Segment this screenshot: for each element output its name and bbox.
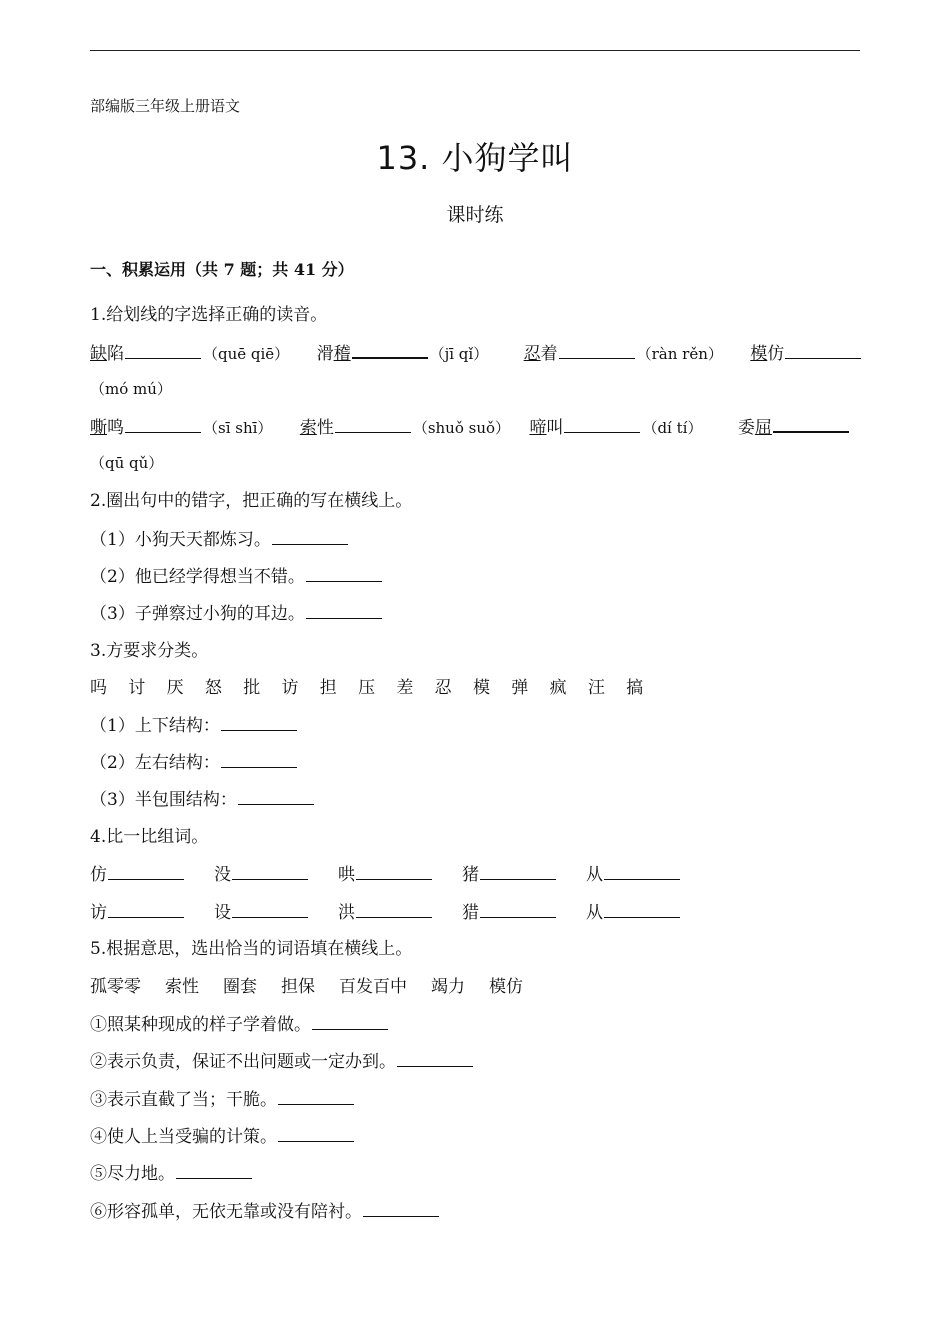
q3-item: （3）半包围结构： xyxy=(90,787,316,811)
char-item: 汪 xyxy=(587,678,605,698)
answer-blank[interactable] xyxy=(238,787,314,805)
word-item: 索性 xyxy=(165,977,199,997)
q1-item: 委屈 xyxy=(737,418,772,438)
char-item: 厌 xyxy=(166,678,184,698)
q5-item: ②表示负责，保证不出问题或一定办到。 xyxy=(90,1049,475,1073)
char-item: 讨 xyxy=(128,678,146,698)
word-item: 模仿 xyxy=(489,977,523,997)
char-item: 批 xyxy=(243,678,261,698)
word-item: 担保 xyxy=(281,977,315,997)
q1-prompt: 1.给划线的字选择正确的读音。 xyxy=(90,305,328,325)
answer-blank[interactable] xyxy=(356,862,432,880)
q1-item: 索性 xyxy=(299,418,334,438)
q2-item: （2）他已经学得想当不错。 xyxy=(90,564,384,588)
answer-blank[interactable] xyxy=(108,862,184,880)
answer-blank[interactable] xyxy=(564,415,640,433)
q1-item: 滑稽 xyxy=(316,344,351,364)
q5-word-bank xyxy=(90,975,547,999)
char-item: 怒 xyxy=(204,678,222,698)
q2-item: （1）小狗天天都炼习。 xyxy=(90,527,350,551)
answer-blank[interactable] xyxy=(278,1124,354,1142)
q4-prompt: 4.比一比组词。 xyxy=(90,827,209,847)
answer-blank[interactable] xyxy=(232,862,308,880)
page-subtitle: 课时练 xyxy=(446,204,504,226)
q3-prompt: 3.方要求分类。 xyxy=(90,641,209,661)
q3-item: （2）左右结构： xyxy=(90,750,299,774)
answer-blank[interactable] xyxy=(480,900,556,918)
q1-row-2-wrap: （qū qǔ） xyxy=(90,454,164,472)
section-heading: 一、积累运用（共 7 题；共 41 分） xyxy=(90,260,354,279)
q1-item: 模仿 xyxy=(750,344,785,364)
q5-item: ⑥形容孤单，无依无靠或没有陪衬。 xyxy=(90,1199,441,1223)
header-rule xyxy=(90,50,860,51)
answer-blank[interactable] xyxy=(221,713,297,731)
word-item: 孤零零 xyxy=(90,977,141,997)
word-item: 圈套 xyxy=(223,977,257,997)
q5-prompt: 5.根据意思，选出恰当的词语填在横线上。 xyxy=(90,939,413,959)
q1-item: 忍着 xyxy=(523,344,558,364)
answer-blank[interactable] xyxy=(221,750,297,768)
q4-row-2: 访 设 洪 猎 从 xyxy=(90,900,710,924)
q2-item: （3）子弹察过小狗的耳边。 xyxy=(90,601,384,625)
q1-row-1: 缺陷 （quē qiē） 滑稽 （jī qǐ） 忍着 （ràn rěn） 模仿 xyxy=(90,340,863,364)
q2-prompt: 2.圈出句中的错字，把正确的写在横线上。 xyxy=(90,491,413,511)
q1-item: 嘶鸣 xyxy=(90,418,124,438)
q5-item: ④使人上当受骗的计策。 xyxy=(90,1124,356,1148)
answer-blank[interactable] xyxy=(397,1049,473,1067)
answer-blank[interactable] xyxy=(278,1087,354,1105)
answer-blank[interactable] xyxy=(108,900,184,918)
answer-blank[interactable] xyxy=(306,564,382,582)
q5-item: ①照某种现成的样子学着做。 xyxy=(90,1012,390,1036)
char-item: 担 xyxy=(319,678,337,698)
answer-blank[interactable] xyxy=(312,1012,388,1030)
q5-item: ③表示直截了当；干脆。 xyxy=(90,1087,356,1111)
answer-blank[interactable] xyxy=(232,900,308,918)
char-item: 疯 xyxy=(549,678,567,698)
answer-blank[interactable] xyxy=(125,415,201,433)
q5-item: ⑤尽力地。 xyxy=(90,1161,254,1185)
q3-char-list xyxy=(90,676,664,700)
char-item: 吗 xyxy=(90,678,107,698)
answer-blank[interactable] xyxy=(272,527,348,545)
q1-row-2: 嘶鸣 （sī shī） 索性 （shuǒ suǒ） 啼叫 （dí tí） 委屈 xyxy=(90,414,851,438)
q1-item: 缺陷 xyxy=(90,344,124,364)
char-item: 差 xyxy=(396,678,414,698)
q3-item: （1）上下结构： xyxy=(90,713,299,737)
char-item: 压 xyxy=(358,678,376,698)
answer-blank[interactable] xyxy=(604,900,680,918)
word-item: 竭力 xyxy=(431,977,465,997)
q1-item: 啼叫 xyxy=(529,418,564,438)
answer-blank[interactable] xyxy=(352,340,428,359)
answer-blank[interactable] xyxy=(356,900,432,918)
word-item: 百发百中 xyxy=(339,977,407,997)
answer-blank[interactable] xyxy=(125,341,201,359)
answer-blank[interactable] xyxy=(335,415,411,433)
answer-blank[interactable] xyxy=(480,862,556,880)
answer-blank[interactable] xyxy=(559,341,635,359)
char-item: 忍 xyxy=(434,678,452,698)
q4-row-1: 仿 没 哄 猪 从 xyxy=(90,862,710,886)
q1-row-1-wrap: （mó mú） xyxy=(90,380,172,398)
answer-blank[interactable] xyxy=(785,341,861,359)
char-item: 访 xyxy=(281,678,299,698)
answer-blank[interactable] xyxy=(363,1199,439,1217)
answer-blank[interactable] xyxy=(604,862,680,880)
grade-label: 部编版三年级上册语文 xyxy=(90,97,241,115)
answer-blank[interactable] xyxy=(306,601,382,619)
char-item: 模 xyxy=(472,678,490,698)
answer-blank[interactable] xyxy=(773,414,849,433)
char-item: 弹 xyxy=(511,678,529,698)
answer-blank[interactable] xyxy=(176,1161,252,1179)
char-item: 搞 xyxy=(626,678,644,698)
page-title: 13. 小狗学叫 xyxy=(376,139,574,177)
